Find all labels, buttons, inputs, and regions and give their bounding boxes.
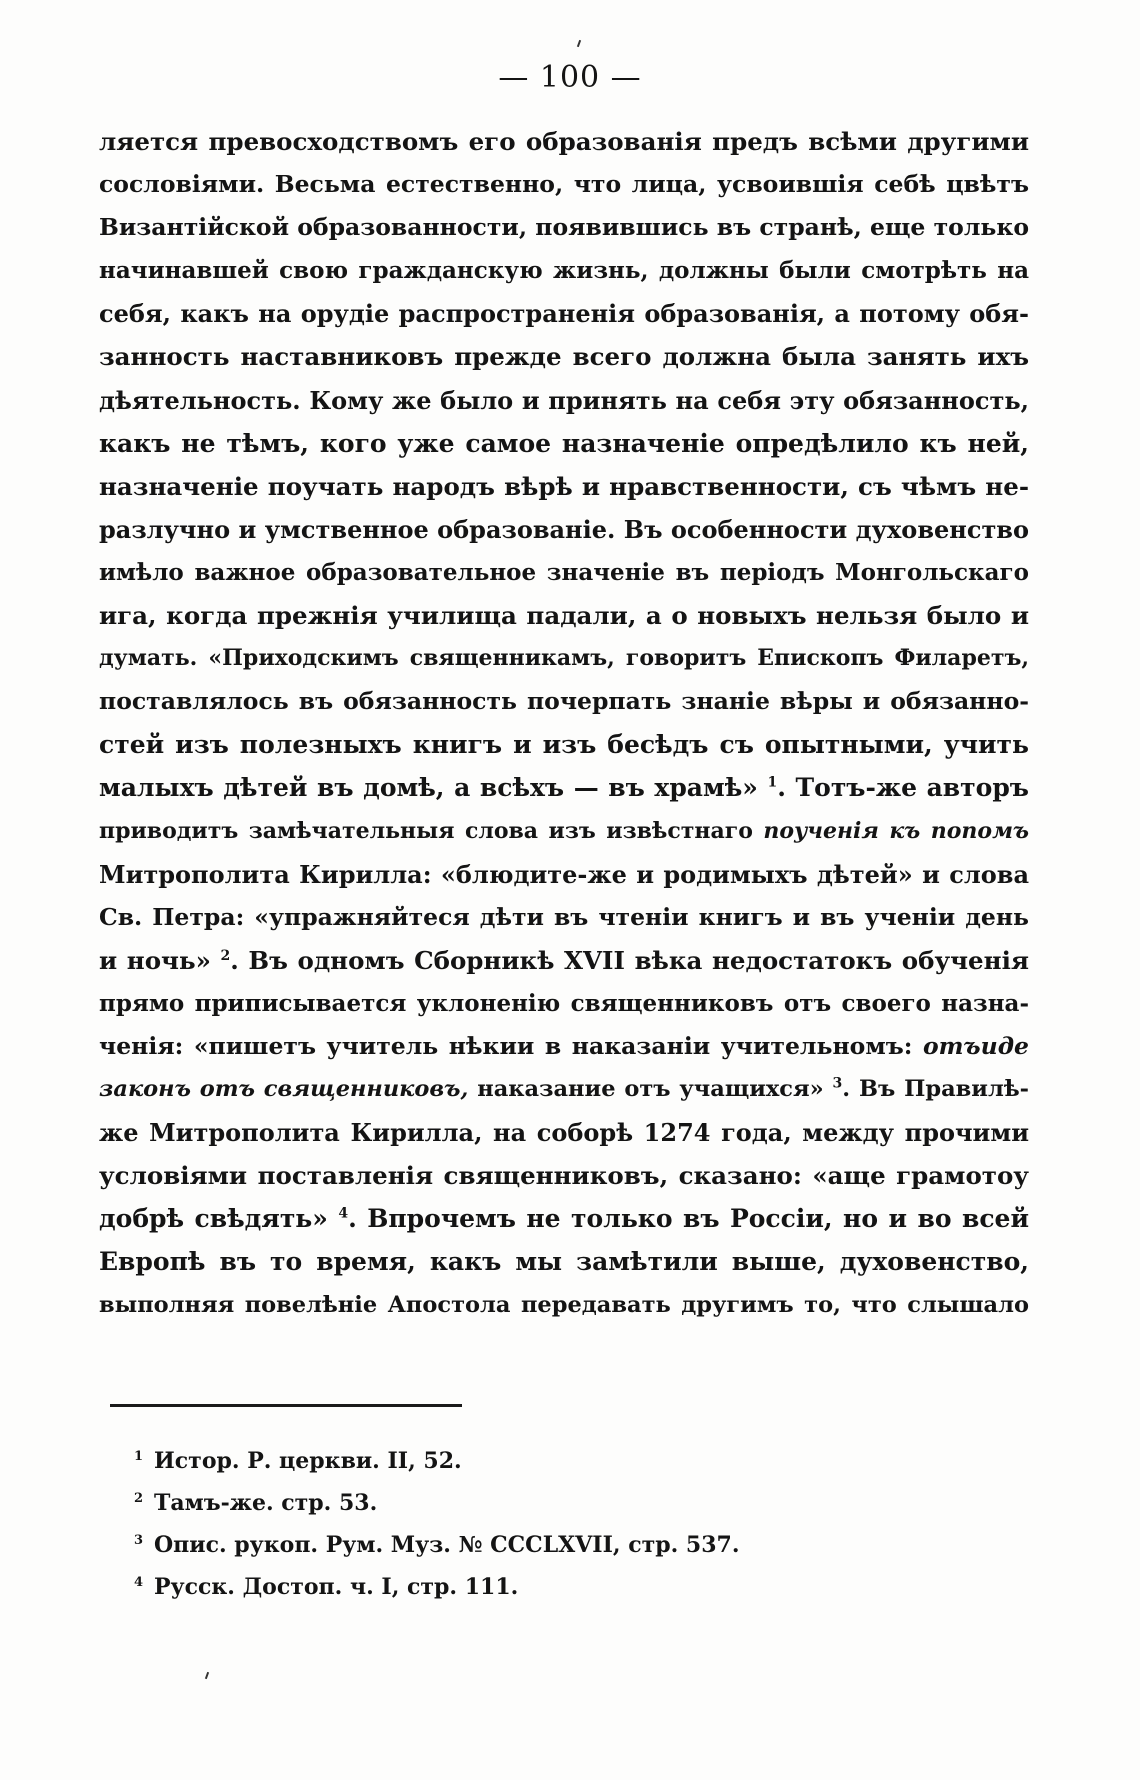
- text-line: [99, 379, 1029, 422]
- text-run: . Въ Правилѣ-: [842, 1076, 1029, 1103]
- text-run: приводитъ замѣчательныя слова изъ извѣстнаго: [99, 817, 764, 844]
- text-line: [99, 163, 1029, 206]
- text-run: назначеніе поучать народъ вѣрѣ и нравственности, съ чѣмъ не-: [99, 471, 1029, 501]
- text-line: [99, 249, 1029, 292]
- footnote-reference[interactable]: 2: [220, 947, 231, 964]
- text-run: ляется превосходствомъ его образованія предъ всѣми другими: [99, 127, 1029, 156]
- text-run: разлучно и умственное образованіе. Въ особенности духовенство: [99, 514, 1029, 544]
- italic-text: законъ отъ священниковъ,: [99, 1076, 469, 1103]
- text-line: [99, 594, 1029, 637]
- italic-text: отъиде: [922, 1031, 1029, 1060]
- text-line: [99, 551, 1029, 594]
- text-run: . Въ одномъ Сборникѣ XVII вѣка недостатокъ обученія: [230, 945, 1029, 975]
- text-line: [99, 982, 1029, 1025]
- footnote-reference[interactable]: 1: [767, 775, 778, 792]
- footnote-text: Опис. рукоп. Рум. Муз. № CCCLXVII, стр. 537.: [154, 1532, 740, 1558]
- text-run: Митрополита Кирилла: «блюдите-же и родимыхъ дѣтей» и слова: [99, 859, 1029, 889]
- footnote-item: 1 Истор. Р. церкви. II, 52.: [134, 1448, 462, 1474]
- footnote-reference[interactable]: 3: [832, 1075, 843, 1092]
- text-line: [99, 680, 1029, 723]
- body-text: [99, 120, 1029, 1327]
- text-run: . Впрочемъ не только въ Россіи, но и во всей: [348, 1204, 1029, 1234]
- text-line: [99, 120, 1029, 163]
- footnote-separator: [110, 1404, 462, 1407]
- text-line: [99, 1284, 1029, 1327]
- text-line: [99, 292, 1029, 335]
- text-line: [99, 206, 1029, 249]
- text-line: [99, 723, 1029, 766]
- text-run: сословіями. Весьма естественно, что лица, усвоившія себѣ цвѣтъ: [99, 170, 1029, 199]
- footnote-item: 3 Опис. рукоп. Рум. Муз. № CCCLXVII, стр. 537.: [134, 1532, 740, 1558]
- text-line: [99, 1154, 1029, 1197]
- text-line: [99, 896, 1029, 939]
- footnote-item: 4 Русск. Достоп. ч. I, стр. 111.: [134, 1574, 519, 1600]
- footnotes: [134, 1440, 914, 1608]
- text-run: себя, какъ на орудіе распространенія образованія, а потому обя-: [99, 299, 1029, 329]
- text-line: [99, 810, 1029, 853]
- text-line: [99, 939, 1029, 982]
- text-line: [99, 1111, 1029, 1154]
- text-run: Византійской образованности, появившись въ странѣ, еще только: [99, 213, 1029, 242]
- text-line: [99, 637, 1029, 680]
- text-run: ченія: «пишетъ учитель нѣкии в наказаніи учительномъ:: [99, 1031, 923, 1060]
- text-run: и ночь»: [99, 945, 221, 975]
- footnote-text: Истор. Р. церкви. II, 52.: [154, 1448, 462, 1474]
- footnote-text: Тамъ-же. стр. 53.: [154, 1490, 378, 1516]
- footnote-text: Русск. Достоп. ч. I, стр. 111.: [154, 1574, 519, 1600]
- text-run: начинавшей свою гражданскую жизнь, должны были смотрѣть на: [99, 257, 1029, 285]
- page-number: — 100 —: [498, 60, 642, 95]
- text-run: добрѣ свѣдять»: [99, 1204, 339, 1234]
- text-run: наказание отъ учащихся»: [468, 1076, 833, 1103]
- text-run: Св. Петра: «упражняйтеся дѣти въ чтеніи книгъ и въ ученіи день: [99, 902, 1029, 931]
- text-line: [99, 335, 1029, 378]
- text-run: дѣятельность. Кому же было и принять на себя эту обязанность,: [99, 385, 1029, 415]
- text-run: стей изъ полезныхъ книгъ и изъ бесѣдъ съ опытными, учить: [99, 730, 1029, 760]
- text-line: [99, 422, 1029, 465]
- text-line: [99, 1240, 1029, 1283]
- footnote-reference[interactable]: 4: [338, 1206, 349, 1223]
- text-line: [99, 1025, 1029, 1068]
- text-line: [99, 853, 1029, 896]
- text-run: малыхъ дѣтей въ домѣ, а всѣхъ — въ храмѣ»: [99, 773, 768, 803]
- scan-speck: [205, 1672, 209, 1679]
- text-line: [99, 766, 1029, 809]
- text-run: занность наставниковъ прежде всего должна была занять ихъ: [99, 342, 1029, 372]
- text-run: Европѣ въ то время, какъ мы замѣтили выше, духовенство,: [99, 1247, 1029, 1277]
- text-run: ига, когда прежнія училища падали, а о новыхъ нельзя было и: [99, 601, 1029, 631]
- text-line: [99, 465, 1029, 508]
- text-line: [99, 1197, 1029, 1240]
- text-run: прямо приписывается уклоненію священниковъ отъ своего назна-: [99, 989, 1029, 1017]
- scan-speck: [577, 40, 581, 47]
- text-run: думать. «Приходскимъ священникамъ, говоритъ Епископъ Филаретъ,: [99, 645, 1029, 672]
- text-run: имѣло важное образовательное значеніе въ періодъ Монгольскаго: [99, 558, 1029, 586]
- text-run: . Тотъ-же авторъ: [777, 773, 1029, 803]
- text-run: выполняя повелѣніе Апостола передавать другимъ то, что слышало: [99, 1291, 1029, 1318]
- text-run: какъ не тѣмъ, кого уже самое назначеніе опредѣлило къ ней,: [99, 428, 1029, 458]
- text-line: [99, 508, 1029, 551]
- text-run: поставлялось въ обязанность почерпать знаніе вѣры и обязанно-: [99, 687, 1029, 716]
- italic-text: поученія къ попомъ: [763, 817, 1029, 844]
- footnote-item: 2 Тамъ-же. стр. 53.: [134, 1490, 378, 1516]
- text-run: же Митрополита Кирилла, на соборѣ 1274 года, между прочими: [99, 1118, 1029, 1148]
- text-run: условіями поставленія священниковъ, сказано: «аще грамотоу: [99, 1161, 1029, 1191]
- text-line: [99, 1068, 1029, 1111]
